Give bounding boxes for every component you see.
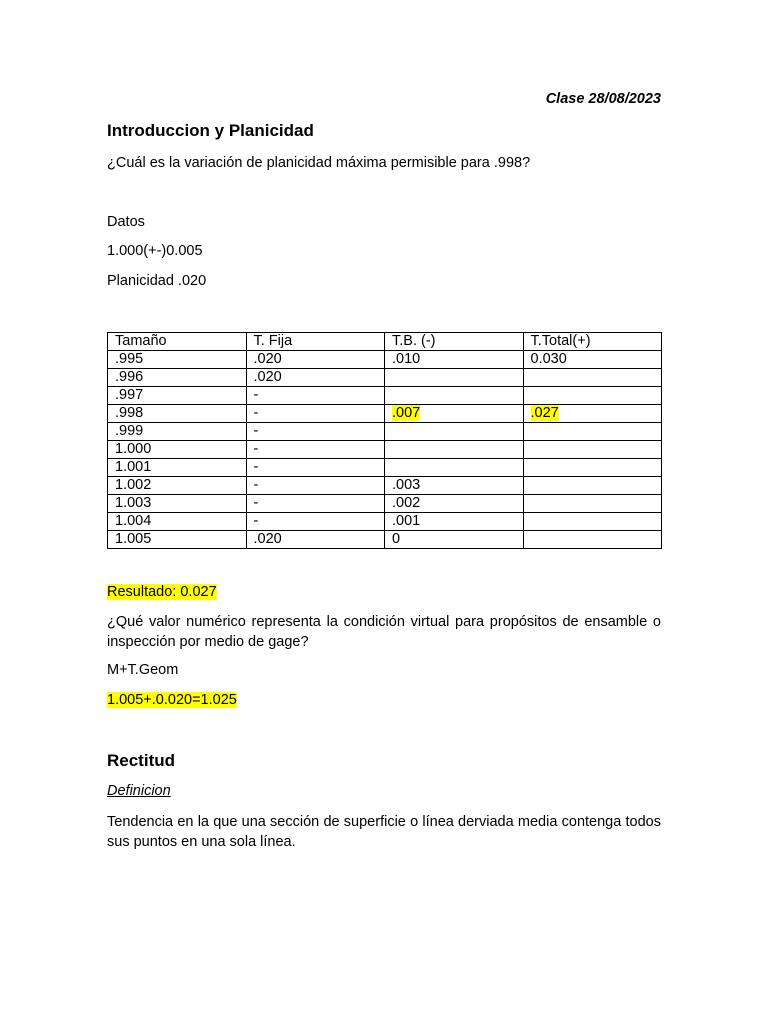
- table-cell: .020: [246, 351, 385, 369]
- header-cell: T. Fija: [246, 333, 385, 351]
- table-cell-highlighted: [385, 405, 524, 423]
- table-cell: .020: [246, 531, 385, 549]
- table-cell: .996: [108, 369, 247, 387]
- table-cell: [523, 441, 662, 459]
- header-cell: T.B. (-): [385, 333, 524, 351]
- table-row: [108, 495, 662, 513]
- highlighted-value: .027: [530, 405, 559, 421]
- result-text: Resultado: 0.027: [107, 584, 217, 600]
- table-cell: [523, 513, 662, 531]
- table-row: [108, 477, 662, 495]
- table-cell: [385, 423, 524, 441]
- table-cell: 1.000: [108, 441, 247, 459]
- definition-text: Tendencia en la que una sección de superficie o línea derviada media contenga todos sus puntos en una sola línea.: [107, 814, 661, 850]
- table-cell: [523, 477, 662, 495]
- table-cell: -: [246, 513, 385, 531]
- table-cell: 1.005: [108, 531, 247, 549]
- table-cell: -: [246, 387, 385, 405]
- question-virtual-condition: ¿Qué valor numérico representa la condición virtual para propósitos de ensamble o inspección por medio de gage?: [107, 614, 661, 650]
- table-cell: [523, 495, 662, 513]
- formula-result: 1.005+.0.020=1.025: [107, 692, 237, 708]
- table-cell: [523, 423, 662, 441]
- table-cell: 1.003: [108, 495, 247, 513]
- table-cell: 1.001: [108, 459, 247, 477]
- section-title-rectitud: Rectitud: [107, 751, 175, 770]
- table-cell: .998: [108, 405, 247, 423]
- table-cell: [523, 459, 662, 477]
- dato-nominal: 1.000(+-)0.005: [107, 243, 203, 259]
- table-cell: .999: [108, 423, 247, 441]
- table-cell: .002: [385, 495, 524, 513]
- header-cell: Tamaño: [108, 333, 247, 351]
- table-cell: [523, 387, 662, 405]
- table-cell: 1.002: [108, 477, 247, 495]
- table-cell: .997: [108, 387, 247, 405]
- table-row: [108, 351, 662, 369]
- table-cell: .020: [246, 369, 385, 387]
- table-row: [108, 441, 662, 459]
- datos-label: Datos: [107, 214, 145, 230]
- table-cell: [385, 387, 524, 405]
- table-cell: [385, 441, 524, 459]
- section-title-planicidad: Introduccion y Planicidad: [107, 121, 314, 140]
- table-cell: [385, 459, 524, 477]
- table-cell: -: [246, 405, 385, 423]
- definition-subtitle-text: Definicion: [107, 783, 171, 799]
- tolerance-table: [107, 332, 662, 549]
- table-row: [108, 459, 662, 477]
- highlighted-value: .007: [392, 405, 421, 421]
- table-cell: -: [246, 459, 385, 477]
- result-line: [107, 583, 217, 603]
- table-cell: 0.030: [523, 351, 662, 369]
- table-row: [108, 513, 662, 531]
- table-cell: 1.004: [108, 513, 247, 531]
- table-row: [108, 531, 662, 549]
- table-cell: .995: [108, 351, 247, 369]
- formula-label: M+T.Geom: [107, 662, 179, 678]
- table-cell: -: [246, 441, 385, 459]
- table-header-row: [108, 333, 662, 351]
- table-cell: [385, 369, 524, 387]
- table-row: [108, 423, 662, 441]
- table-cell: [523, 369, 662, 387]
- table-row: [108, 387, 662, 405]
- table-cell: 0: [385, 531, 524, 549]
- table-cell: .010: [385, 351, 524, 369]
- dato-planicidad: Planicidad .020: [107, 273, 207, 289]
- table-cell-highlighted: [523, 405, 662, 423]
- table-row: [108, 369, 662, 387]
- definition-subtitle: [107, 782, 171, 802]
- table-cell: -: [246, 423, 385, 441]
- header-cell: T.Total(+): [523, 333, 662, 351]
- class-date: Clase 28/08/2023: [545, 91, 661, 107]
- table-cell: [523, 531, 662, 549]
- table-cell: .001: [385, 513, 524, 531]
- table-row-highlighted: [108, 405, 662, 423]
- formula-result-line: [107, 691, 237, 711]
- table-cell: -: [246, 477, 385, 495]
- table-cell: .003: [385, 477, 524, 495]
- question-planicidad: ¿Cuál es la variación de planicidad máxima permisible para .998?: [107, 155, 531, 171]
- table-cell: -: [246, 495, 385, 513]
